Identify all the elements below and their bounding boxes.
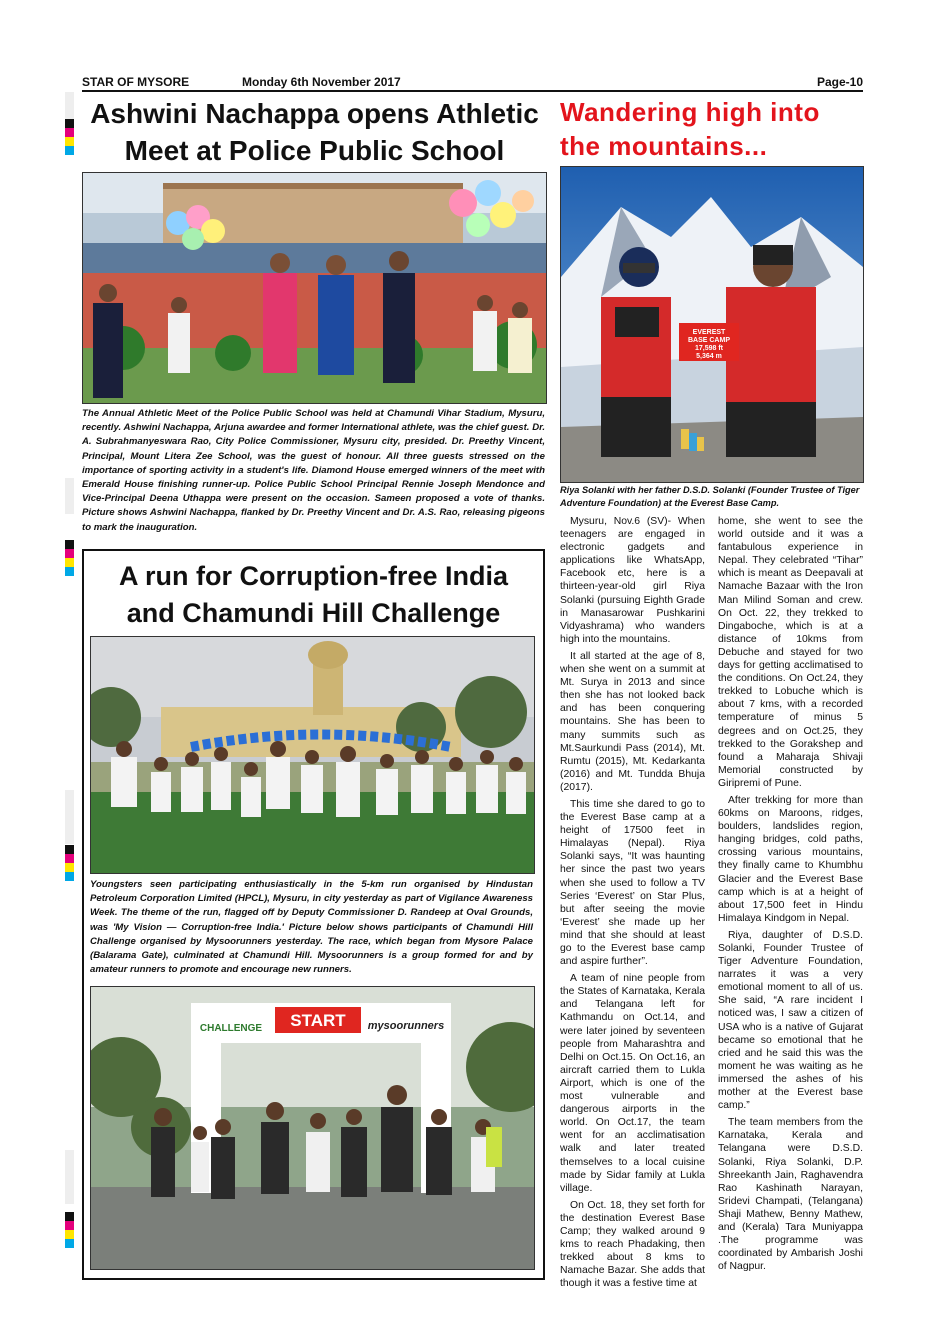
color-registration-mark bbox=[65, 845, 74, 881]
sign-line-2: BASE CAMP bbox=[687, 337, 731, 344]
color-registration-mark bbox=[65, 1150, 74, 1204]
story1-headline: Ashwini Nachappa opens Athletic Meet at Police Public School bbox=[90, 98, 539, 166]
color-registration-mark bbox=[65, 790, 74, 844]
paragraph: It all started at the age of 8, when she went on a summit at Mt. Surya in 2013 and since then she has not looked back and has been conquering mountains. She has been to many summits such as Mt.Saurkundi Pass (2014), Mt. Rumtu (2015), Mt. Kedarkanta (2016) and Mt. Tundda Bhuja (2017). bbox=[560, 650, 705, 793]
start-banner-text: START bbox=[290, 1011, 346, 1030]
paragraph: On Oct. 18, they set forth for the destination Everest Base Camp; they walked around 9 kms to reach Phadaking, then trekked about 8 kms to Namache Bazar. She adds that though it was a festive time at bbox=[560, 1199, 705, 1290]
paragraph: A team of nine people from the States of Karnataka, Kerala and Telangana left for Kathmandu on Oct.14, and were later joined by seventeen people from Maharashtra and Delhi on Oct.15. On Oct.16, an aircraft carried them to Lukla Airport, which is one of the most vulnerable and dangerous airports in the world. On Oct.17, the team went for an acclimatisation walk and later treated themselves to a local cuisine made by Sidar family at Lukla village. bbox=[560, 973, 705, 1194]
mysoorunners-banner-text: mysoorunners bbox=[367, 1020, 445, 1032]
newspaper-name: STAR OF MYSORE bbox=[82, 75, 190, 89]
challenge-banner-text: CHALLENGE bbox=[199, 1023, 263, 1034]
color-registration-mark bbox=[65, 1212, 74, 1248]
story3-column-2 bbox=[718, 515, 863, 1277]
story2-caption: Youngsters seen participating enthusiastically in the 5-km run organised by Hindustan Petroleum Corporation Limited (HPCL), Mysuru, in city yesterday as part of Vigilance Awareness Week. The theme of the run, flagged off by Deputy Commissioner D. Randeep at Oval Grounds, was 'My Vision — Corruption-free India.' Picture below shows participants of Chamundi Hill Challenge organised by Mysoorunners yesterday. The race, which began from Mysore Palace (Balarama Gate), culminated at Chamundi Hill. Mysoorunners is a group formed for and by amateur runners to promote and encourage new runners. bbox=[90, 879, 533, 976]
sign-line-3: 17,598 ft bbox=[694, 345, 724, 352]
paragraph: This time she dared to go to the Everest Base camp at a height of 17500 feet in Himalayas (Nepal). Riya Solanki says, “It was haunting her since the past two years when she used to follow a TV Series ‘Everest’ on Star Plus, but after seeing the movie ‘Everest’ she made up her mind that she should at least go to the Everest base camp and aspire further”. bbox=[560, 798, 705, 968]
story3-caption: Riya Solanki with her father D.S.D. Solanki (Founder Trustee of Tiger Adventure Foundation) at the Everest Base Camp. bbox=[560, 485, 860, 508]
paragraph: After trekking for more than 60kms on Maroons, ridges, boulders, landslides region, hanging bridges, cold paths, crossing various mountains, they finally came to Khumbhu Glacier and the Everest Base camp which is at a height of about 17,500 feet in Hindu Himalaya Kindgom in Nepal. bbox=[718, 794, 863, 924]
story2-headline: A run for Corruption-free India and Chamundi Hill Challenge bbox=[119, 561, 508, 628]
paragraph: home, she went to see the world outside and it was a fantabulous experience in Nepal. They celebrated “Tihar” which is meant as Deepavali at Namache Bazaar with the Iron Man Milind Soman and crew. On Oct. 22, they trekked to Dingaboche, which is at a distance of 10kms from Debuche and stayed for two days for getting acclimatised to the conditions. On Oct.24, they trekked to Lobuche which is about 7 kms, with a recorded temperature of minus 5 degrees and on Oct.25, they trekked to the Gorakshep and found a Maharaja Shivaji Memorial constructed by Giripremi of Pune. bbox=[718, 516, 863, 789]
issue-date: Monday 6th November 2017 bbox=[242, 75, 401, 89]
everest-base-camp-photo bbox=[560, 166, 864, 483]
color-registration-mark bbox=[65, 540, 74, 576]
chamundi-hill-challenge-photo bbox=[90, 986, 535, 1270]
paragraph: The team members from the Karnataka, Kerala and Telangana were D.S.D. Solanki, Riya Solanki, D.P. Shreekanth Jain, Raghavendra Rao Kashinath Narayan, Sridevi Champati, (Telangana) Shaji Mathew, Benny Mathew, and (Kerala) Tara Muniyappa .The programme was coordinated by Ambarish Joshi of Nagpur. bbox=[718, 1117, 863, 1273]
story1-caption: The Annual Athletic Meet of the Police Public School was held at Chamundi Vihar Stadium, Mysuru, recently. Ashwini Nachappa, Arjuna awardee and former International athlete, was the chief guest. Dr. A. Subrahmanyeswara Rao, City Police Commissioner, Mysuru city, presided. Dr. Preethy Vincent, Principal, Mount Litera Zee School, was the guest of honour. All three guests stressed on the importance of sporting activity in a student's life. Diamond House emerged winners of the meet with Emerald House finishing runner-up. Police Public School Principal Rennie Joseph Mendonce and Vice-Principal Deena Uthappa were present on the occasion. Sameen proposed a vote of thanks. Picture shows Ashwini Nachappa, flanked by Dr. Preethy Vincent and Dr. A.S. Rao, releasing pigeons to mark the inauguration. bbox=[82, 408, 545, 533]
athletic-meet-photo bbox=[82, 172, 547, 404]
paragraph: Riya, daughter of D.S.D. Solanki, Founder Trustee of Tiger Adventure Foundation, narrates it was a very emotional moment to all of us. She said, “A rare incident I noticed was, I saw a citizen of USA who is a native of Gujarat became so emotional that he cried and he said this was the moment he was waiting as he immersed the ashes of his mother at the Everest base camp.” bbox=[718, 929, 863, 1112]
story3-column-1 bbox=[560, 515, 705, 1294]
corruption-free-run-photo bbox=[90, 636, 535, 874]
story3-headline: Wandering high into the mountains... bbox=[560, 97, 820, 161]
color-registration-mark bbox=[65, 92, 74, 155]
page-number: Page-10 bbox=[816, 75, 863, 89]
sign-line-1: EVEREST bbox=[692, 329, 726, 336]
color-registration-mark bbox=[65, 478, 74, 514]
paragraph: Mysuru, Nov.6 (SV)- When teenagers are engaged in electronic gadgets and applications like WhatsApp, Facebook etc, here is a thirteen-year-old girl Riya Solanki (pursuing Eighth Grade in Manasarowar Pushkarini Vidyashrama) who wanders high into the mountains. bbox=[560, 516, 705, 645]
page-header bbox=[82, 72, 863, 92]
sign-line-4: 5,364 m bbox=[696, 353, 722, 360]
